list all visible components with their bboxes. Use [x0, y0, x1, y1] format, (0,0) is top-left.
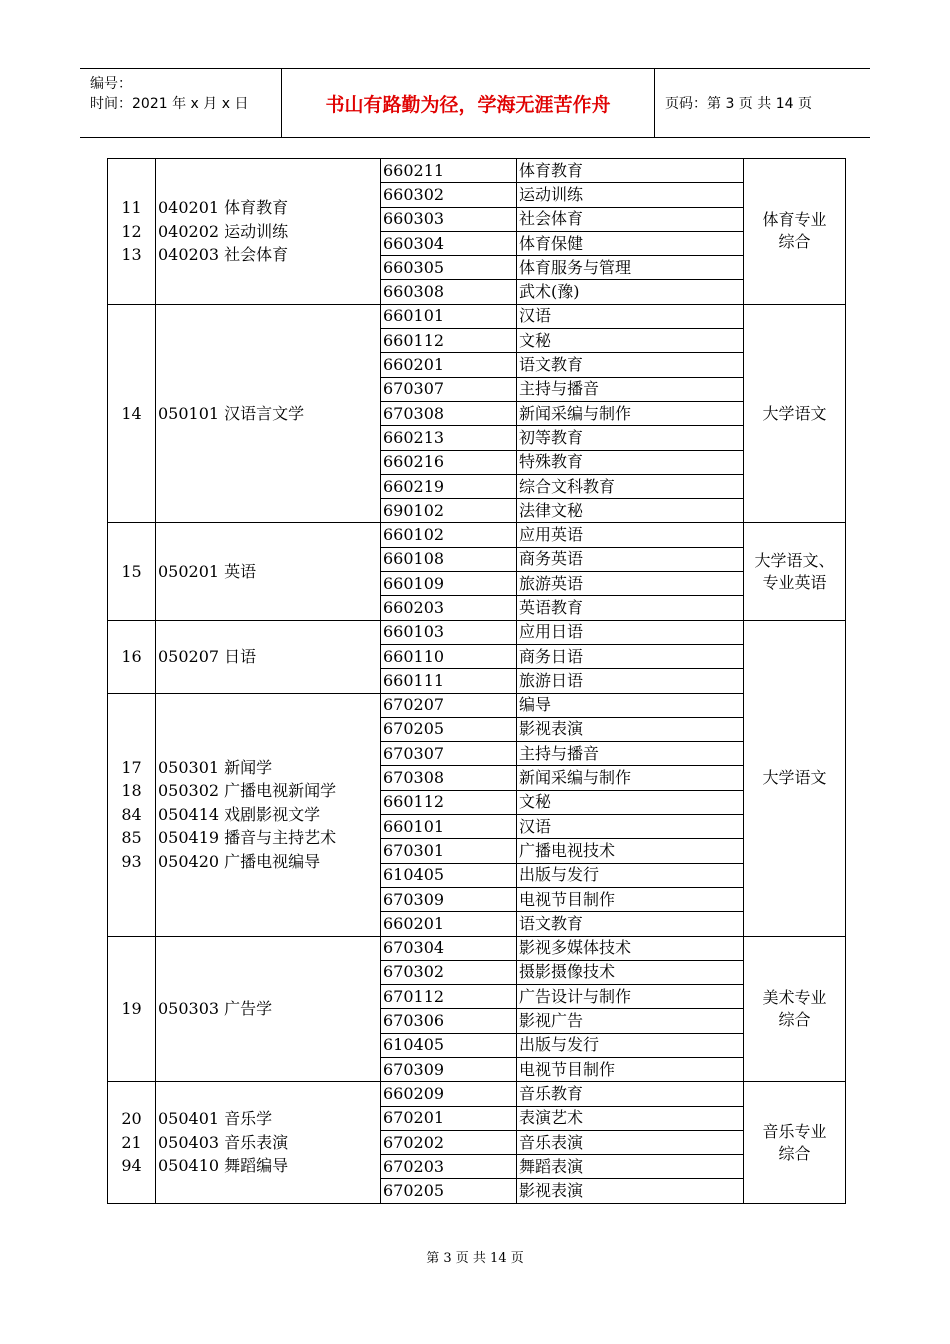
specialty-code-cell: 670309	[381, 887, 517, 911]
specialty-code-cell: 660101	[381, 304, 517, 328]
specialty-code-cell: 670201	[381, 1106, 517, 1130]
undergraduate-major-cell: 050201 英语	[156, 523, 381, 620]
specialty-code-cell: 660111	[381, 669, 517, 693]
header-motto: 书山有路勤为径，学海无涯苦作舟	[282, 69, 655, 137]
specialty-name-cell: 旅游英语	[517, 572, 744, 596]
specialty-name-cell: 特殊教育	[517, 450, 744, 474]
group-number-cell: 17 18 84 85 93	[108, 693, 156, 936]
specialty-name-cell: 出版与发行	[517, 863, 744, 887]
undergraduate-major-cell: 050207 日语	[156, 620, 381, 693]
specialty-name-cell: 应用日语	[517, 620, 744, 644]
specialty-name-cell: 初等教育	[517, 426, 744, 450]
number-label: 编号：	[90, 76, 132, 92]
specialty-name-cell: 汉语	[517, 815, 744, 839]
specialty-name-cell: 主持与播音	[517, 377, 744, 401]
specialty-name-cell: 体育服务与管理	[517, 256, 744, 280]
specialty-code-cell: 670309	[381, 1057, 517, 1081]
specialty-code-cell: 670307	[381, 742, 517, 766]
specialty-code-cell: 610405	[381, 1033, 517, 1057]
specialty-name-cell: 运动训练	[517, 183, 744, 207]
specialty-name-cell: 社会体育	[517, 207, 744, 231]
table-row	[108, 1082, 846, 1106]
specialty-name-cell: 应用英语	[517, 523, 744, 547]
specialty-code-cell: 670207	[381, 693, 517, 717]
specialty-code-cell: 660201	[381, 353, 517, 377]
specialty-code-cell: 660305	[381, 256, 517, 280]
group-number-cell: 20 21 94	[108, 1082, 156, 1203]
specialty-name-cell: 法律文秘	[517, 499, 744, 523]
undergraduate-major-cell: 050301 新闻学 050302 广播电视新闻学 050414 戏剧影视文学 050419 播音与主持艺术 050420 广播电视编导	[156, 693, 381, 936]
specialty-name-cell: 英语教育	[517, 596, 744, 620]
group-number-cell: 15	[108, 523, 156, 620]
specialty-code-cell: 660216	[381, 450, 517, 474]
specialty-code-cell: 660304	[381, 231, 517, 255]
specialty-code-cell: 660203	[381, 596, 517, 620]
exam-subject-cell: 美术专业 综合	[744, 936, 846, 1082]
table-row	[108, 523, 846, 547]
major-mapping-table	[107, 158, 846, 1204]
page-footer: 第 3 页 共 14 页	[426, 1251, 524, 1266]
specialty-code-cell: 660112	[381, 329, 517, 353]
specialty-code-cell: 660219	[381, 474, 517, 498]
specialty-code-cell: 660303	[381, 207, 517, 231]
exam-subject-cell: 音乐专业 综合	[744, 1082, 846, 1203]
specialty-code-cell: 670202	[381, 1130, 517, 1154]
specialty-code-cell: 660109	[381, 572, 517, 596]
specialty-code-cell: 660108	[381, 547, 517, 571]
group-number-cell: 14	[108, 304, 156, 523]
exam-subject-cell: 大学语文、 专业英语	[744, 523, 846, 620]
undergraduate-major-cell: 040201 体育教育 040202 运动训练 040203 社会体育	[156, 159, 381, 305]
specialty-code-cell: 690102	[381, 499, 517, 523]
specialty-code-cell: 670302	[381, 960, 517, 984]
document-header	[80, 68, 870, 138]
table-row	[108, 936, 846, 960]
specialty-name-cell: 舞蹈表演	[517, 1155, 744, 1179]
group-number-cell: 16	[108, 620, 156, 693]
table-row	[108, 693, 846, 717]
specialty-code-cell: 610405	[381, 863, 517, 887]
specialty-code-cell: 670112	[381, 985, 517, 1009]
specialty-name-cell: 摄影摄像技术	[517, 960, 744, 984]
table-row	[108, 620, 846, 644]
table-row	[108, 159, 846, 183]
undergraduate-major-cell: 050303 广告学	[156, 936, 381, 1082]
specialty-name-cell: 影视多媒体技术	[517, 936, 744, 960]
specialty-name-cell: 文秘	[517, 329, 744, 353]
group-number-cell: 19	[108, 936, 156, 1082]
specialty-name-cell: 影视表演	[517, 1179, 744, 1203]
time-label: 时间：2021 年 x 月 x 日	[90, 96, 249, 112]
specialty-code-cell: 660209	[381, 1082, 517, 1106]
specialty-code-cell: 670301	[381, 839, 517, 863]
specialty-name-cell: 体育教育	[517, 159, 744, 183]
specialty-name-cell: 音乐教育	[517, 1082, 744, 1106]
specialty-name-cell: 电视节目制作	[517, 1057, 744, 1081]
specialty-name-cell: 文秘	[517, 790, 744, 814]
header-page-info: 页码：第 3 页 共 14 页	[665, 96, 812, 112]
specialty-code-cell: 660201	[381, 912, 517, 936]
specialty-name-cell: 汉语	[517, 304, 744, 328]
specialty-code-cell: 660112	[381, 790, 517, 814]
exam-subject-cell: 体育专业 综合	[744, 159, 846, 305]
specialty-code-cell: 660211	[381, 159, 517, 183]
specialty-code-cell: 660103	[381, 620, 517, 644]
exam-subject-cell: 大学语文	[744, 620, 846, 936]
specialty-code-cell: 660101	[381, 815, 517, 839]
specialty-code-cell: 670205	[381, 1179, 517, 1203]
specialty-name-cell: 音乐表演	[517, 1130, 744, 1154]
specialty-code-cell: 660302	[381, 183, 517, 207]
specialty-name-cell: 旅游日语	[517, 669, 744, 693]
specialty-name-cell: 商务日语	[517, 644, 744, 668]
specialty-code-cell: 670304	[381, 936, 517, 960]
specialty-code-cell: 670203	[381, 1155, 517, 1179]
specialty-code-cell: 670308	[381, 401, 517, 425]
specialty-name-cell: 出版与发行	[517, 1033, 744, 1057]
specialty-name-cell: 新闻采编与制作	[517, 401, 744, 425]
table-row	[108, 304, 846, 328]
specialty-name-cell: 体育保健	[517, 231, 744, 255]
specialty-name-cell: 武术(豫)	[517, 280, 744, 304]
specialty-code-cell: 670205	[381, 717, 517, 741]
group-number-cell: 11 12 13	[108, 159, 156, 305]
undergraduate-major-cell: 050101 汉语言文学	[156, 304, 381, 523]
specialty-name-cell: 新闻采编与制作	[517, 766, 744, 790]
specialty-name-cell: 广告设计与制作	[517, 985, 744, 1009]
exam-subject-cell: 大学语文	[744, 304, 846, 523]
specialty-code-cell: 660308	[381, 280, 517, 304]
specialty-name-cell: 语文教育	[517, 912, 744, 936]
specialty-code-cell: 670307	[381, 377, 517, 401]
specialty-name-cell: 影视表演	[517, 717, 744, 741]
specialty-code-cell: 660213	[381, 426, 517, 450]
specialty-code-cell: 670306	[381, 1009, 517, 1033]
specialty-code-cell: 660102	[381, 523, 517, 547]
table-body	[108, 159, 846, 1204]
specialty-name-cell: 影视广告	[517, 1009, 744, 1033]
specialty-name-cell: 语文教育	[517, 353, 744, 377]
specialty-name-cell: 综合文科教育	[517, 474, 744, 498]
specialty-name-cell: 编导	[517, 693, 744, 717]
specialty-name-cell: 主持与播音	[517, 742, 744, 766]
specialty-code-cell: 660110	[381, 644, 517, 668]
undergraduate-major-cell: 050401 音乐学 050403 音乐表演 050410 舞蹈编导	[156, 1082, 381, 1203]
specialty-name-cell: 商务英语	[517, 547, 744, 571]
header-meta	[80, 69, 282, 137]
specialty-name-cell: 广播电视技术	[517, 839, 744, 863]
specialty-name-cell: 表演艺术	[517, 1106, 744, 1130]
specialty-code-cell: 670308	[381, 766, 517, 790]
specialty-name-cell: 电视节目制作	[517, 887, 744, 911]
